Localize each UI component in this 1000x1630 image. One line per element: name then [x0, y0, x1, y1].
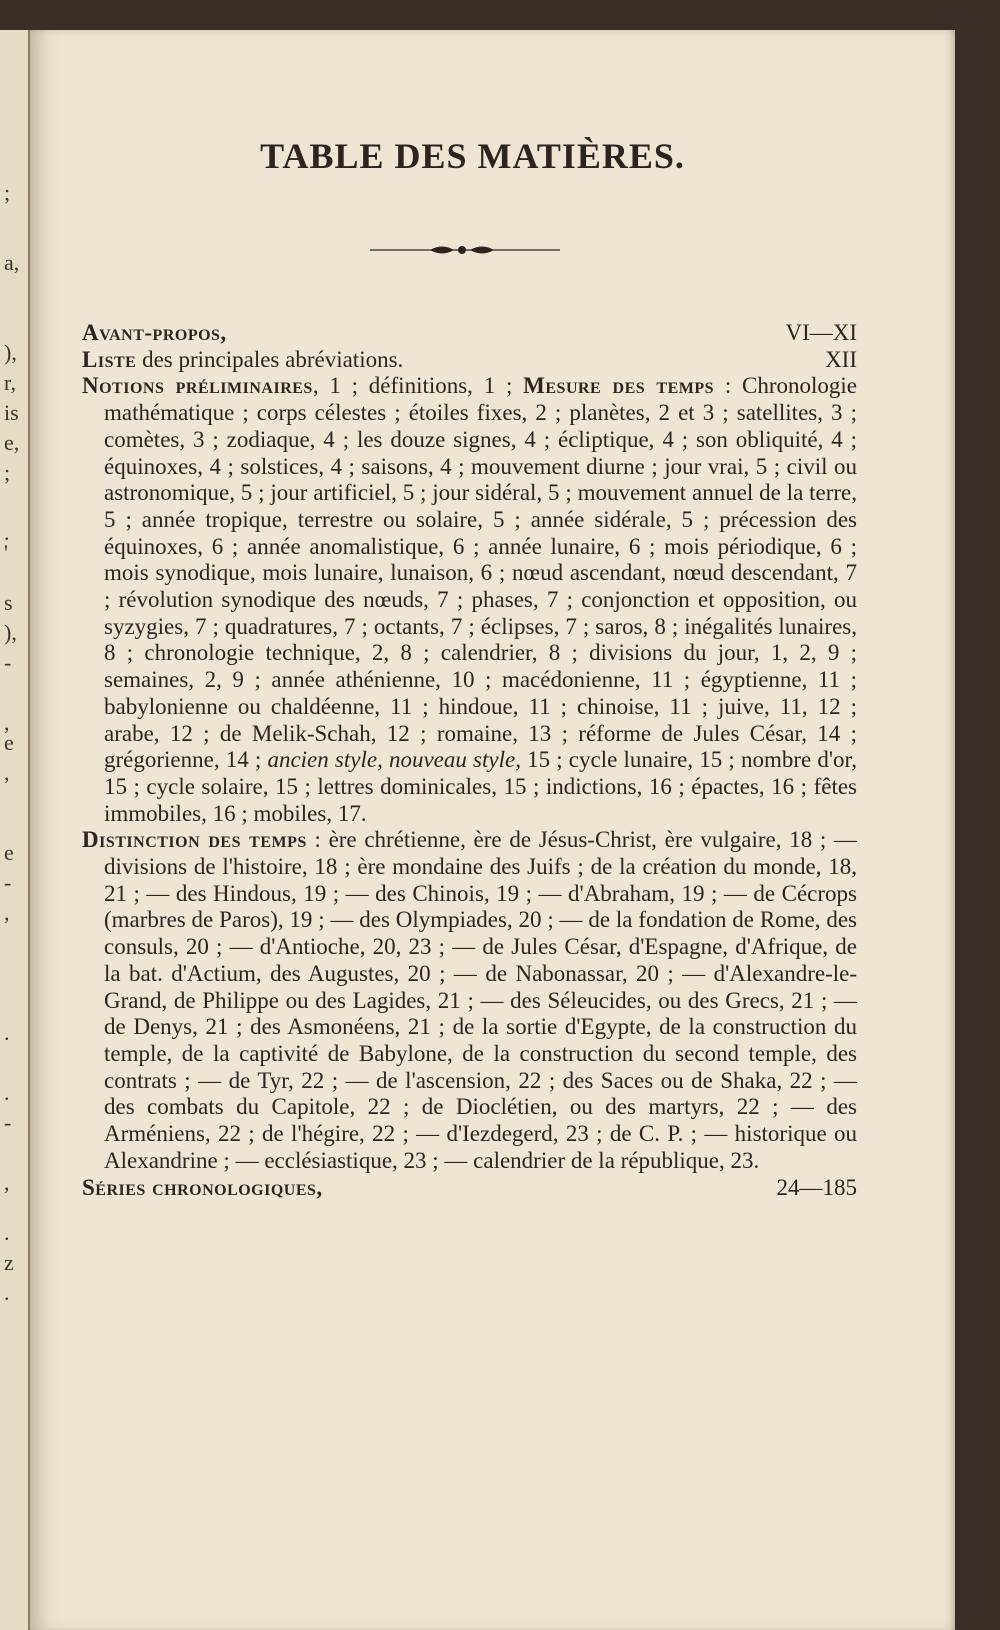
toc-text: : ère chrétienne, ère de Jésus-Christ, ère vulgaire, 18 ; — divisions de l'histoire, 18 ; ère mondaine des Juifs ; de la création du monde, 18, 21 ; — des Hindous, 19 ; — des Chinois, 19 ; — d'Abraham, 19 ; — de Cécrops (marbres de Paros), 19 ; — des Olympiades, 20 ; — de la fondation de Rome, des consuls, 20 ; — d'Antioche, 20, 23 ; — de Jules César, d'Espagne, d'Afrique, de la bat. d'Actium, des Augustes, 20 ; — de Nabonassar, 20 ; — d'Alexandre-le-Grand, de Philippe ou des Lagides, 21 ; — des Séleucides, ou des Grecs, 21 ; — de Denys, 21 ; des Asmonéens, 21 ; de la sortie d'Egypte, de la construction du temple, de la captivité de Babylone, de la construction du second temple, des contrats ; — de Tyr, 22 ; — de l'ascension, 22 ; des Saces ou de Shaka, 22 ; — des combats du Capitole, 22 ; de Dioclétien, ou des martyrs, 22 ; — des Arméniens, 22 ; de l'hégire, 22 ; — d'Iezdegerd, 23 ; de C. P. ; — historique ou Alexandrine ; — ecclésiastique, 23 ; — calendrier de la république, 23. [104, 827, 857, 1173]
toc-heading: Liste [82, 346, 137, 372]
toc-italic-text: ancien style, nouveau style [267, 747, 516, 773]
ornament-divider-icon [370, 240, 560, 260]
toc-text: : Chronologie mathématique ; corps célestes ; étoiles fixes, 2 ; planètes, 2 et 3 ; satellites, 3 ; comètes, 3 ; zodiaque, 4 ; les douze signes, 4 ; écliptique, 4 ; son obliquité, 4 ; équinoxes, 4 ; solstices, 4 ; saisons, 4 ; mouvement diurne ; jour vrai, 5 ; civil ou astronomique, 5 ; jour artificiel, 5 ; jour sidéral, 5 ; mouvement annuel de la terre, 5 ; année tropique, terrestre ou solaire, 5 ; année sidérale, 5 ; précession des équinoxes, 6 ; année anomalistique, 6 ; année lunaire, 6 ; mois périodique, 6 ; mois synodique, mois lunaire, lunaison, 6 ; nœud ascendant, nœud descendant, 7 ; révolution synodique des nœuds, 7 ; phases, 7 ; conjonction et opposition, ou syzygies, 7 ; quadratures, 7 ; octants, 7 ; éclipses, 7 ; saros, 8 ; inégalités lunaires, 8 ; chronologie technique, 2, 8 ; calendrier, 8 ; divisions du jour, 1, 2, 9 ; semaines, 2, 9 ; année athénienne, 10 ; macédonienne, 11 ; égyptienne, 11 ; babylonienne ou chaldéenne, 11 ; hindoue, 11 ; chinoise, 11 ; juive, 11, 12 ; arabe, 12 ; de Melik-Schah, 12 ; romaine, 13 ; réforme de Jules César, 14 ; grégorienne, 14 ; [104, 373, 857, 773]
toc-entry-notions [82, 373, 857, 827]
toc-heading: Distinction des temps [82, 827, 307, 853]
page-edge [955, 28, 1000, 1630]
toc-entry-series [82, 1175, 857, 1202]
toc-text: , 1 ; définitions, 1 ; [312, 373, 524, 399]
book-page [30, 30, 955, 1630]
toc-heading: Notions préliminaires [82, 373, 313, 399]
previous-page-edge: ; a, ), r, is e, ; . ' s ), - , e , e - , . . - , . z . [0, 30, 30, 1630]
toc-entry-avant-propos [82, 320, 857, 347]
page-title: TABLE DES MATIÈRES. [260, 136, 685, 176]
toc-subheading: Mesure des temps [523, 373, 715, 399]
toc-text: , 15 ; cycle lunaire, 15 ; nombre d'or, 15 ; cycle solaire, 15 ; lettres dominicales, 15 ; indictions, 16 ; épactes, 16 ; fêtes immobiles, 16 ; mobiles, 17. [104, 747, 857, 826]
table-of-contents [82, 320, 857, 1201]
toc-entry-liste [82, 347, 857, 374]
toc-text: des principales abréviations. [142, 346, 404, 372]
toc-pages: 24—185 [776, 1174, 857, 1200]
toc-heading: Avant-propos, [82, 320, 227, 345]
toc-entry-distinction [82, 827, 857, 1174]
toc-pages: XII [825, 346, 857, 372]
toc-heading: Séries chronologiques, [82, 1174, 323, 1200]
toc-pages: VI—XI [785, 320, 857, 345]
